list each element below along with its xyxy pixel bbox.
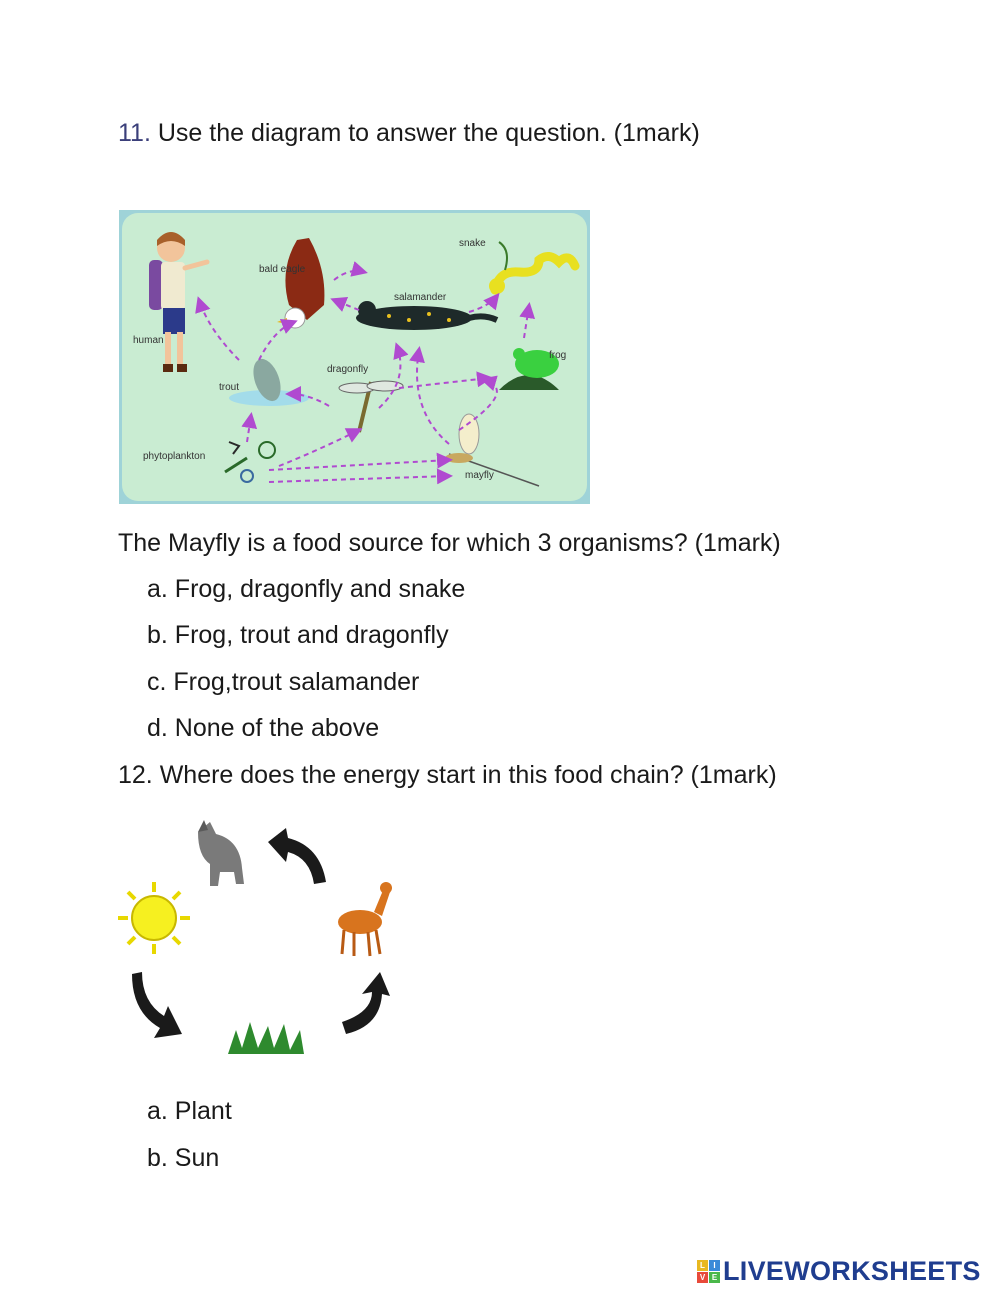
food-chain-cycle-diagram — [118, 812, 408, 1062]
label-frog: frog — [549, 350, 567, 361]
q11-option-a[interactable]: a. Frog, dragonfly and snake — [147, 575, 466, 603]
label-dragonfly: dragonfly — [327, 364, 369, 375]
q11-option-d[interactable]: d. None of the above — [147, 714, 380, 742]
arrow-icon-left — [132, 972, 182, 1038]
label-trout: trout — [219, 382, 240, 393]
q11-option-c[interactable]: c. Frog,trout salamander — [147, 668, 420, 696]
q11-option-b[interactable]: b. Frog, trout and dragonfly — [147, 621, 449, 649]
sun-icon — [118, 882, 190, 954]
question-11-prompt: Use the diagram to answer the question. (1mark) — [157, 119, 700, 147]
label-phytoplankton: phytoplankton — [143, 451, 206, 462]
question-11-header — [118, 118, 700, 148]
food-web-diagram — [119, 210, 590, 504]
liveworksheets-brand-text: LIVEWORKSHEETS — [723, 1256, 981, 1286]
label-salamander: salamander — [394, 292, 447, 303]
question-11-number: 11. — [118, 119, 151, 147]
label-snake: snake — [459, 238, 486, 249]
q12-option-a[interactable]: a. Plant — [147, 1097, 232, 1125]
question-11-text: The Mayfly is a food source for which 3 organisms? (1mark) — [118, 529, 781, 557]
arrow-icon-top — [268, 828, 326, 884]
question-12-text: 12. Where does the energy start in this food chain? (1mark) — [118, 761, 777, 789]
liveworksheets-logo-icon: L I V E — [697, 1260, 720, 1283]
liveworksheets-brand — [697, 1256, 981, 1287]
label-mayfly: mayfly — [465, 470, 494, 481]
q12-option-b[interactable]: b. Sun — [147, 1144, 220, 1172]
deer-icon — [338, 882, 392, 956]
wolf-icon — [198, 820, 244, 886]
label-bald-eagle: bald eagle — [259, 264, 306, 275]
arrow-icon-right — [342, 972, 390, 1034]
label-human: human — [133, 335, 164, 346]
grass-icon — [228, 1022, 304, 1054]
